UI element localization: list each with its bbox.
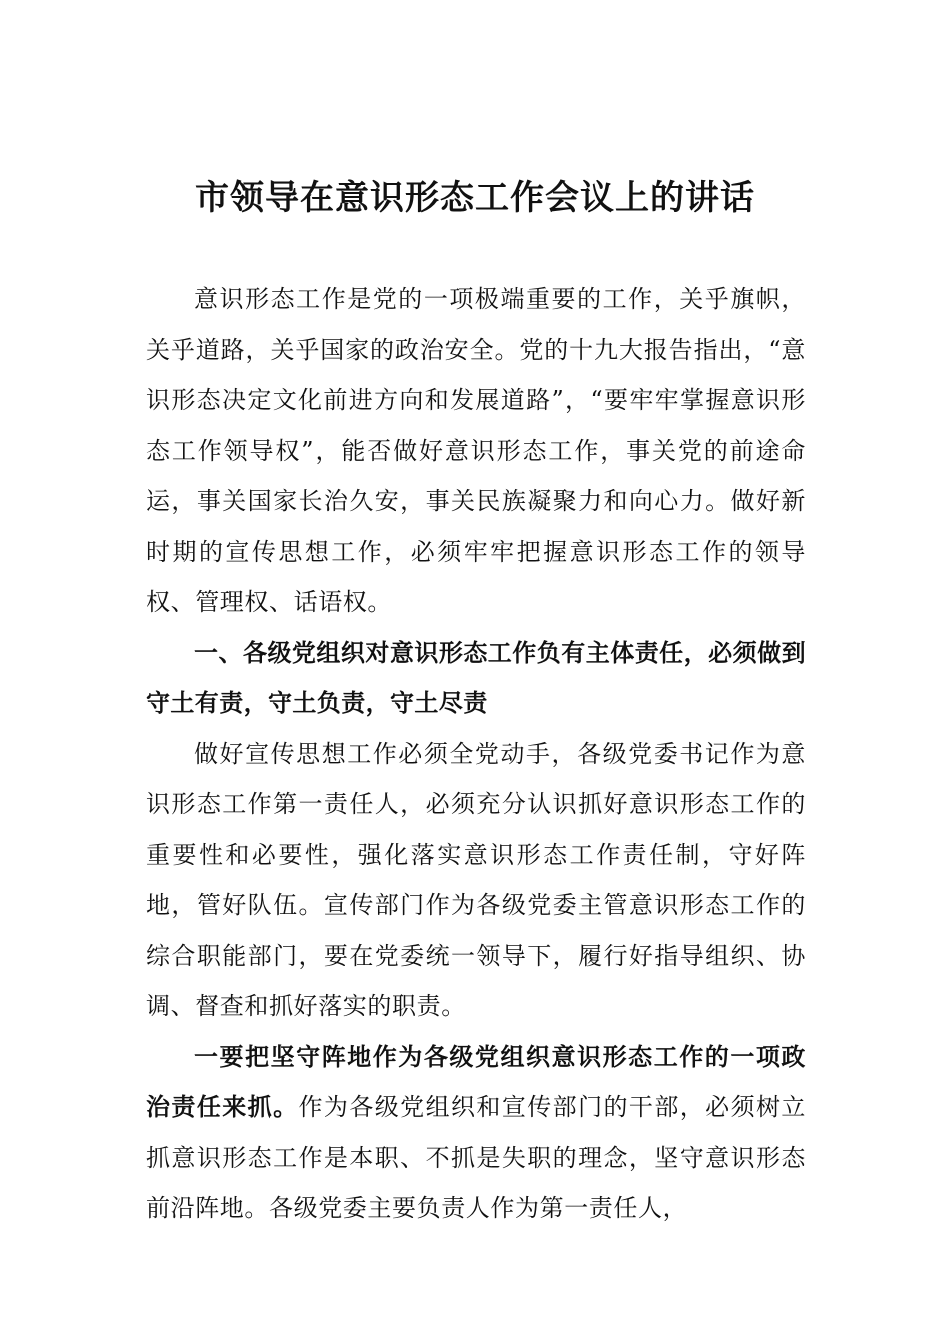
paragraph-intro: 意识形态工作是党的一项极端重要的工作，关乎旗帜，关乎道路，关乎国家的政治安全。党的十九大报告指出，“意识形态决定文化前进方向和发展道路”，“要牢牢掌握意识形态工作领导权”，能否做好意识形态工作，事关党的前途命运，事关国家长治久安，事关民族凝聚力和向心力。做好新时期的宣传思想工作，必须牢牢把握意识形态工作的领导权、管理权、话语权。 — [146, 285, 806, 616]
document-body — [146, 274, 806, 1234]
document-title: 市领导在意识形态工作会议上的讲话 — [195, 178, 755, 218]
point-1-lead-sentence: 一要把坚守阵地作为各级党组织意识形态工作的一项政治责任来抓。 — [146, 1041, 806, 1121]
paragraph-section-1: 做好宣传思想工作必须全党动手，各级党委书记作为意识形态工作第一责任人，必须充分认识抓好意识形态工作的重要性和必要性，强化落实意识形态工作责任制，守好阵地，管好队伍。宣传部门作为各级党委主管意识形态工作的综合职能部门，要在党委统一领导下，履行好指导组织、协调、督查和抓好落实的职责。 — [146, 739, 806, 1020]
section-heading-1: 一、各级党组织对意识形态工作负有主体责任，必须做到守土有责，守土负责，守土尽责 — [146, 638, 806, 717]
paragraph-point-1 — [146, 1032, 806, 1234]
point-1-body: 作为各级党组织和宣传部门的干部，必须树立抓意识形态工作是本职、不抓是失职的理念，坚守意识形态前沿阵地。各级党委主要负责人作为第一责任人， — [146, 1093, 806, 1222]
